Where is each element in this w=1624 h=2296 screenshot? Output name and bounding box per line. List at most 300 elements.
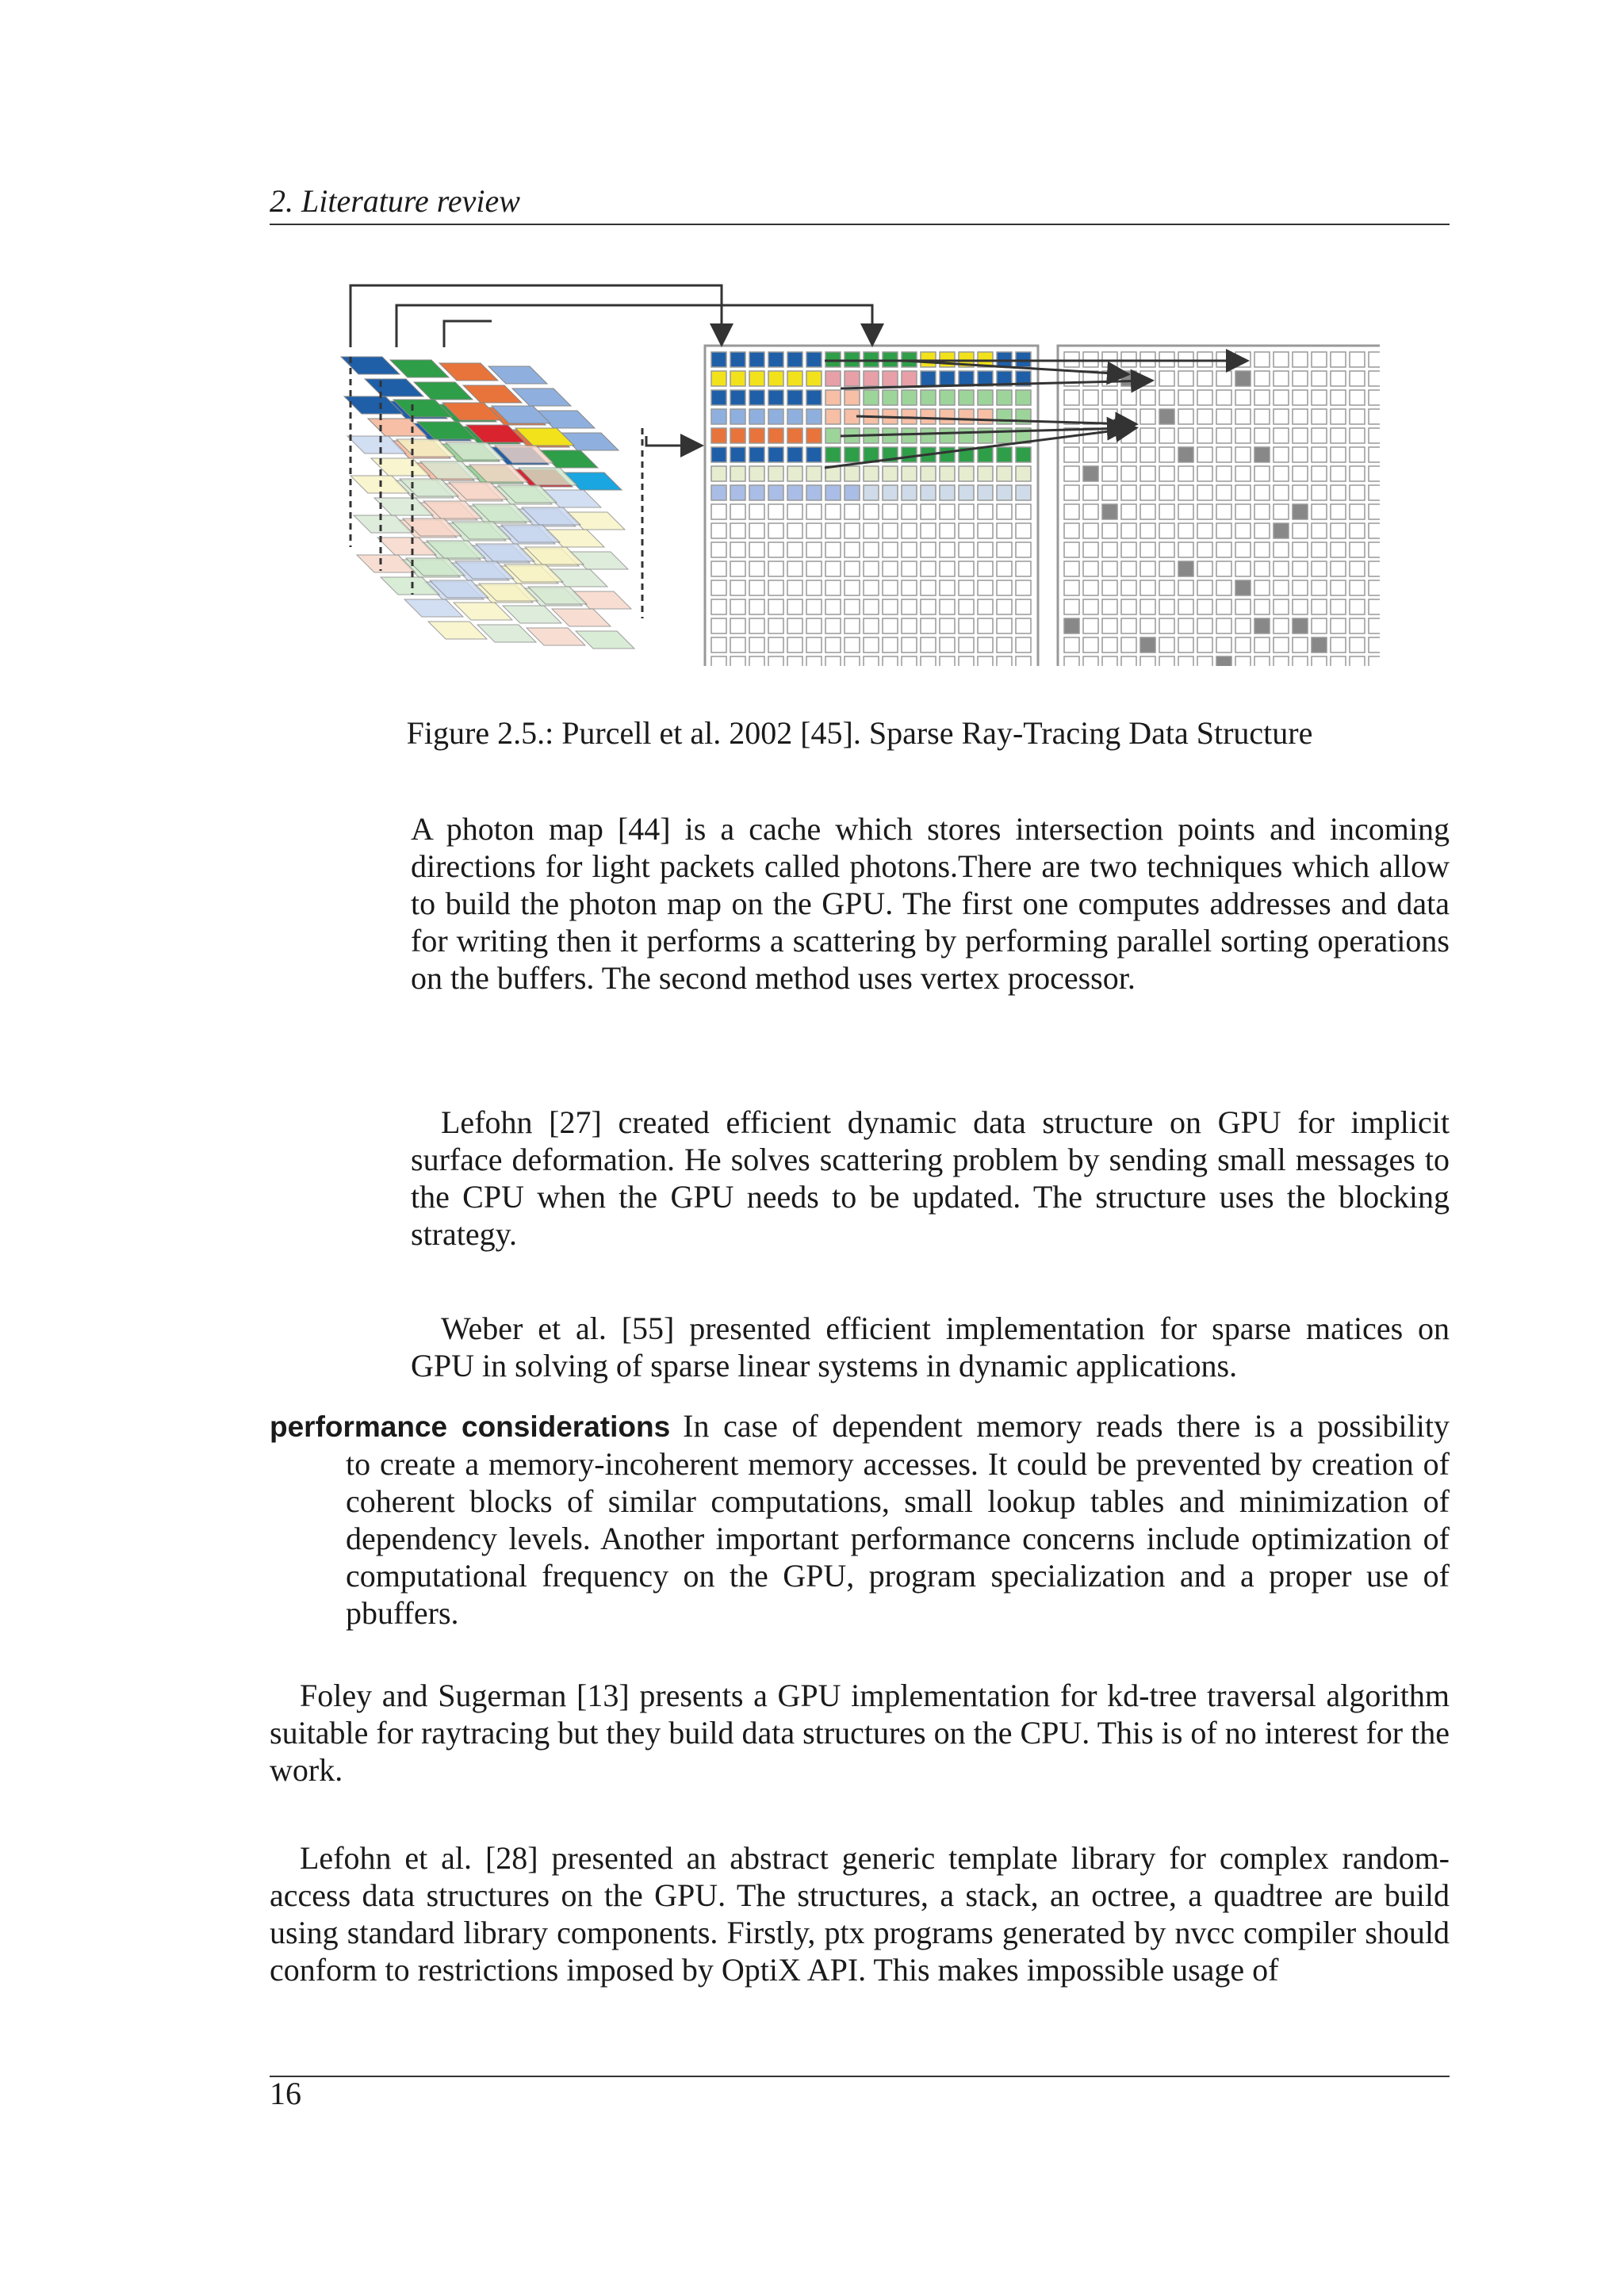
right-grid-cell (1369, 656, 1380, 666)
middle-grid-cell (768, 523, 783, 538)
middle-grid-cell (959, 618, 974, 633)
middle-grid-cell (768, 485, 783, 500)
middle-grid-cell (806, 504, 822, 519)
middle-grid-cell (730, 447, 745, 462)
layer-cell (512, 388, 571, 406)
right-grid-cell (1293, 542, 1308, 557)
right-grid-cell (1140, 656, 1155, 666)
right-grid-cell (1369, 561, 1380, 576)
right-grid-cell (1235, 409, 1251, 424)
right-grid-cell (1235, 523, 1251, 538)
middle-grid-cell (749, 618, 764, 633)
right-grid-cell (1331, 409, 1346, 424)
middle-grid-cell (845, 656, 860, 666)
middle-grid-cell (711, 618, 726, 633)
right-grid-cell (1083, 390, 1098, 405)
right-grid-cell (1369, 618, 1380, 633)
right-grid-cell (1178, 637, 1193, 652)
right-grid-cell (1235, 466, 1251, 481)
right-grid-cell (1159, 580, 1174, 595)
right-grid-cell (1254, 618, 1270, 633)
right-grid-cell (1293, 580, 1308, 595)
right-grid-cell (1235, 580, 1251, 595)
middle-grid-cell (730, 523, 745, 538)
middle-grid-cell (730, 409, 745, 424)
middle-grid-cell (1016, 599, 1031, 614)
layer-cell (365, 379, 423, 396)
middle-grid-cell (902, 523, 917, 538)
middle-grid-cell (787, 466, 802, 481)
middle-grid-cell (997, 523, 1012, 538)
middle-grid-cell (806, 637, 822, 652)
description-first-line (270, 1407, 1450, 1445)
right-grid-cell (1312, 656, 1327, 666)
middle-grid-cell (711, 371, 726, 386)
middle-grid-cell (997, 580, 1012, 595)
right-grid-cell (1312, 466, 1327, 481)
right-grid-cell (1178, 656, 1193, 666)
middle-grid-cell (883, 523, 898, 538)
right-grid-cell (1331, 390, 1346, 405)
right-grid-cell (1350, 637, 1365, 652)
middle-grid-cell (921, 580, 936, 595)
middle-grid-cell (902, 428, 917, 443)
middle-grid-cell (978, 523, 993, 538)
middle-grid-cell (768, 656, 783, 666)
middle-grid-cell (730, 656, 745, 666)
right-grid-cell (1235, 485, 1251, 500)
middle-grid-cell (730, 580, 745, 595)
layer-cell (477, 625, 536, 642)
middle-grid-cell (959, 466, 974, 481)
right-grid-cell (1331, 371, 1346, 386)
middle-grid-cell (921, 428, 936, 443)
middle-grid-cell (940, 428, 955, 443)
right-grid-cell (1216, 637, 1231, 652)
middle-grid-cell (978, 637, 993, 652)
middle-grid-cell (902, 637, 917, 652)
right-grid-cell (1274, 656, 1289, 666)
right-grid-cell (1064, 637, 1079, 652)
middle-grid-cell (940, 542, 955, 557)
middle-grid-cell (940, 523, 955, 538)
right-grid-cell (1178, 447, 1193, 462)
right-grid-cell (1121, 523, 1136, 538)
middle-grid-cell (921, 561, 936, 576)
middle-grid-cell (902, 542, 917, 557)
right-grid-cell (1083, 447, 1098, 462)
right-grid-cell (1159, 637, 1174, 652)
right-grid-cell (1140, 618, 1155, 633)
right-grid-cell (1235, 390, 1251, 405)
right-grid-cell (1197, 656, 1212, 666)
right-grid-cell (1140, 637, 1155, 652)
right-grid-cell (1293, 561, 1308, 576)
middle-grid-cell (787, 618, 802, 633)
middle-grid-cell (864, 618, 879, 633)
right-grid-cell (1216, 466, 1231, 481)
right-grid-cell (1064, 523, 1079, 538)
middle-grid-cell (902, 371, 917, 386)
middle-grid-cell (997, 485, 1012, 500)
right-grid-cell (1331, 618, 1346, 633)
right-grid-cell (1102, 656, 1117, 666)
middle-grid-cell (711, 580, 726, 595)
right-grid-cell (1178, 428, 1193, 443)
right-grid-cell (1083, 504, 1098, 519)
right-grid-cell (1178, 466, 1193, 481)
middle-grid-cell (940, 618, 955, 633)
right-grid-cell (1312, 561, 1327, 576)
right-grid-cell (1331, 504, 1346, 519)
layer-cell (381, 577, 439, 595)
right-grid-cell (1254, 352, 1270, 367)
middle-grid-cell (978, 618, 993, 633)
middle-grid-cell (921, 485, 936, 500)
right-grid-cell (1350, 561, 1365, 576)
right-grid-cell (1369, 580, 1380, 595)
right-grid-cell (1121, 580, 1136, 595)
right-grid-cell (1350, 504, 1365, 519)
right-grid-cell (1331, 542, 1346, 557)
footer-rule (270, 2076, 1450, 2077)
right-grid-cell (1312, 599, 1327, 614)
layer-cell (404, 599, 463, 617)
middle-grid-cell (768, 637, 783, 652)
middle-grid-cell (711, 485, 726, 500)
right-grid-cell (1274, 409, 1289, 424)
middle-grid-cell (864, 580, 879, 595)
middle-grid-cell (768, 409, 783, 424)
middle-grid-cell (921, 390, 936, 405)
middle-grid-cell (1016, 485, 1031, 500)
right-grid-cell (1274, 599, 1289, 614)
right-grid-cell (1064, 599, 1079, 614)
middle-grid-cell (730, 371, 745, 386)
right-grid-cell (1102, 542, 1117, 557)
right-grid-cell (1293, 523, 1308, 538)
right-grid-cell (1312, 485, 1327, 500)
right-grid-cell (1159, 390, 1174, 405)
right-grid-cell (1216, 447, 1231, 462)
right-grid-cell (1274, 618, 1289, 633)
middle-grid-cell (864, 390, 879, 405)
middle-grid-cell (997, 390, 1012, 405)
right-grid-cell (1216, 409, 1231, 424)
right-grid-cell (1369, 371, 1380, 386)
middle-grid-cell (845, 618, 860, 633)
right-grid-cell (1293, 447, 1308, 462)
middle-grid-cell (921, 409, 936, 424)
right-grid-cell (1350, 618, 1365, 633)
right-grid-cell (1140, 504, 1155, 519)
layer-cell (374, 498, 433, 515)
middle-grid-cell (787, 580, 802, 595)
right-grid-cell (1312, 371, 1327, 386)
right-grid-cell (1197, 371, 1212, 386)
middle-grid-cell (825, 371, 841, 386)
middle-grid-cell (825, 409, 841, 424)
middle-grid-cell (825, 599, 841, 614)
right-grid-cell (1178, 561, 1193, 576)
right-grid-cell (1293, 409, 1308, 424)
middle-grid-cell (864, 466, 879, 481)
middle-grid-cell (883, 637, 898, 652)
middle-grid-cell (711, 523, 726, 538)
right-grid-cell (1312, 447, 1327, 462)
right-grid-cell (1331, 580, 1346, 595)
middle-grid-cell (883, 371, 898, 386)
middle-grid-cell (940, 656, 955, 666)
connector-arrow (646, 436, 699, 446)
right-grid-cell (1121, 504, 1136, 519)
middle-grid-cell (768, 561, 783, 576)
right-grid-cell (1064, 542, 1079, 557)
right-grid-cell (1197, 580, 1212, 595)
right-grid-cell (1331, 485, 1346, 500)
right-grid-cell (1254, 371, 1270, 386)
middle-grid-cell (768, 466, 783, 481)
right-grid-cell (1178, 599, 1193, 614)
middle-grid-cell (959, 580, 974, 595)
right-grid-cell (1178, 390, 1193, 405)
right-grid-cell (1350, 599, 1365, 614)
middle-grid-cell (806, 580, 822, 595)
right-grid-cell (1331, 466, 1346, 481)
layer-cell (357, 555, 416, 572)
middle-grid-cell (940, 485, 955, 500)
middle-grid-cell (749, 637, 764, 652)
right-grid-cell (1254, 580, 1270, 595)
right-grid-cell (1159, 599, 1174, 614)
right-grid-cell (1197, 599, 1212, 614)
right-grid-cell (1293, 504, 1308, 519)
right-grid-cell (1254, 466, 1270, 481)
middle-grid-cell (749, 599, 764, 614)
middle-grid-cell (902, 561, 917, 576)
middle-grid-cell (711, 561, 726, 576)
right-grid-cell (1274, 637, 1289, 652)
middle-grid-cell (787, 352, 802, 367)
middle-grid-cell (787, 599, 802, 614)
middle-grid-cell (806, 542, 822, 557)
right-grid-cell (1064, 561, 1079, 576)
middle-grid-cell (768, 542, 783, 557)
right-grid-cell (1102, 618, 1117, 633)
right-grid-cell (1293, 428, 1308, 443)
middle-grid-cell (978, 599, 993, 614)
middle-grid-cell (787, 504, 802, 519)
right-grid-cell (1216, 599, 1231, 614)
middle-grid-cell (978, 466, 993, 481)
middle-grid-cell (749, 542, 764, 557)
middle-grid-cell (787, 390, 802, 405)
middle-grid-cell (825, 504, 841, 519)
middle-grid-cell (806, 561, 822, 576)
right-grid-cell (1083, 523, 1098, 538)
middle-grid-cell (959, 428, 974, 443)
right-grid-cell (1140, 428, 1155, 443)
right-grid-cell (1369, 428, 1380, 443)
middle-grid-cell (730, 352, 745, 367)
middle-grid-cell (749, 504, 764, 519)
right-grid-cell (1140, 542, 1155, 557)
right-grid-cell (1121, 390, 1136, 405)
right-grid-cell (1235, 637, 1251, 652)
right-grid-cell (1274, 504, 1289, 519)
right-grid-cell (1216, 618, 1231, 633)
layer-cell (377, 538, 436, 555)
right-grid-cell (1312, 523, 1327, 538)
right-grid-cell (1121, 447, 1136, 462)
page-number: 16 (270, 2076, 301, 2111)
paragraph-weber-55: Weber et al. [55] presented efficient implementation for sparse matices on GPU in solving of sparse linear systems in dynamic applications. (411, 1311, 1450, 1383)
right-grid-cell (1293, 485, 1308, 500)
middle-grid-cell (902, 504, 917, 519)
right-grid-cell (1064, 485, 1079, 500)
description-lead: In case of dependent memory reads there is a possibility (683, 1408, 1450, 1444)
right-grid-cell (1064, 504, 1079, 519)
middle-grid-cell (825, 542, 841, 557)
right-grid-cell (1254, 599, 1270, 614)
right-grid-cell (1369, 485, 1380, 500)
middle-grid-cell (730, 542, 745, 557)
middle-grid-cell (806, 352, 822, 367)
middle-grid-cell (978, 485, 993, 500)
middle-grid-cell (940, 390, 955, 405)
middle-grid-cell (1016, 580, 1031, 595)
right-grid-cell (1274, 352, 1289, 367)
right-grid-cell (1369, 523, 1380, 538)
right-grid-cell (1312, 428, 1327, 443)
running-head: 2. Literature review (270, 183, 520, 219)
middle-grid-cell (959, 371, 974, 386)
middle-grid-cell (1016, 542, 1031, 557)
right-grid-cell (1197, 504, 1212, 519)
description-performance (270, 1407, 1450, 1632)
middle-grid-cell (768, 390, 783, 405)
right-grid-cell (1102, 409, 1117, 424)
right-grid-cell (1159, 447, 1174, 462)
middle-grid-cell (883, 466, 898, 481)
middle-grid-cell (864, 542, 879, 557)
middle-grid-cell (883, 542, 898, 557)
right-grid-cell (1102, 447, 1117, 462)
middle-grid-cell (787, 409, 802, 424)
middle-grid-cell (902, 580, 917, 595)
middle-grid-cell (768, 371, 783, 386)
figure-illustration (333, 277, 1380, 666)
right-grid-cell (1083, 542, 1098, 557)
right-grid-cell (1369, 542, 1380, 557)
middle-grid-cell (825, 561, 841, 576)
right-grid-cell (1369, 390, 1380, 405)
middle-grid-cell (959, 599, 974, 614)
middle-grid-cell (749, 390, 764, 405)
right-grid-cell (1159, 618, 1174, 633)
right-grid-cell (1350, 390, 1365, 405)
middle-grid-cell (1016, 504, 1031, 519)
layer-cell (527, 628, 585, 645)
right-grid-cell (1083, 618, 1098, 633)
right-grid-cell (1369, 352, 1380, 367)
middle-grid-cell (845, 390, 860, 405)
middle-grid-cell (749, 352, 764, 367)
right-grid-cell (1274, 523, 1289, 538)
right-grid-cell (1197, 485, 1212, 500)
middle-grid-cell (711, 637, 726, 652)
middle-grid-cell (768, 447, 783, 462)
right-grid-cell (1178, 504, 1193, 519)
middle-grid-cell (825, 390, 841, 405)
middle-grid-cell (825, 580, 841, 595)
middle-grid-cell (902, 618, 917, 633)
right-grid-cell (1235, 504, 1251, 519)
right-grid-cell (1178, 409, 1193, 424)
right-grid-cell (1254, 504, 1270, 519)
right-grid-cell (1064, 580, 1079, 595)
middle-grid-cell (806, 428, 822, 443)
right-grid-cell (1254, 542, 1270, 557)
middle-grid-cell (864, 504, 879, 519)
middle-grid-cell (730, 618, 745, 633)
middle-grid-cell (845, 485, 860, 500)
paragraph-lefohn-28: Lefohn et al. [28] presented an abstract generic template library for complex random-access data structures on the GPU. The structures, a stack, an octree, a quadtree are build using standard library components. Firstly, ptx programs generated by nvcc compiler should conform to restrictions imposed by OptiX API. This makes impossible usage of (270, 1840, 1450, 1988)
middle-grid-cell (787, 485, 802, 500)
middle-grid-cell (845, 580, 860, 595)
right-grid-cell (1274, 390, 1289, 405)
right-grid-cell (1293, 466, 1308, 481)
right-grid-cell (1140, 466, 1155, 481)
middle-grid-cell (940, 447, 955, 462)
right-grid-cell (1197, 561, 1212, 576)
right-grid-cell (1121, 542, 1136, 557)
middle-grid-cell (787, 656, 802, 666)
right-grid-cell (1254, 485, 1270, 500)
right-grid-cell (1197, 409, 1212, 424)
paragraph-lefohn-27: Lefohn [27] created efficient dynamic data structure on GPU for implicit surface deformation. He solves scattering problem by sending small messages to the CPU when the GPU needs to be updated. The structure uses the blocking strategy. (411, 1104, 1450, 1252)
right-grid-cell (1369, 409, 1380, 424)
right-grid-cell (1197, 637, 1212, 652)
middle-grid-cell (730, 466, 745, 481)
right-grid-cell (1369, 504, 1380, 519)
middle-grid-cell (921, 637, 936, 652)
right-grid-cell (1178, 542, 1193, 557)
middle-grid-cell (997, 447, 1012, 462)
middle-grid-cell (864, 371, 879, 386)
right-grid-cell (1331, 523, 1346, 538)
middle-grid-cell (959, 390, 974, 405)
right-grid-cell (1235, 618, 1251, 633)
right-grid-cell (1293, 637, 1308, 652)
middle-grid-cell (845, 599, 860, 614)
right-grid-cell (1064, 390, 1079, 405)
layer-cell (488, 366, 547, 384)
middle-grid-cell (997, 542, 1012, 557)
middle-grid-cell (940, 580, 955, 595)
right-grid-cell (1178, 523, 1193, 538)
right-grid-cell (1121, 466, 1136, 481)
right-grid-cell (1083, 599, 1098, 614)
right-grid-cell (1121, 637, 1136, 652)
right-grid-cell (1369, 599, 1380, 614)
figure-caption: Figure 2.5.: Purcell et al. 2002 [45]. Sparse Ray-Tracing Data Structure (406, 715, 1313, 751)
right-grid-cell (1312, 504, 1327, 519)
middle-grid-cell (902, 656, 917, 666)
middle-grid-cell (1016, 618, 1031, 633)
middle-grid-cell (749, 447, 764, 462)
right-grid-cell (1197, 618, 1212, 633)
